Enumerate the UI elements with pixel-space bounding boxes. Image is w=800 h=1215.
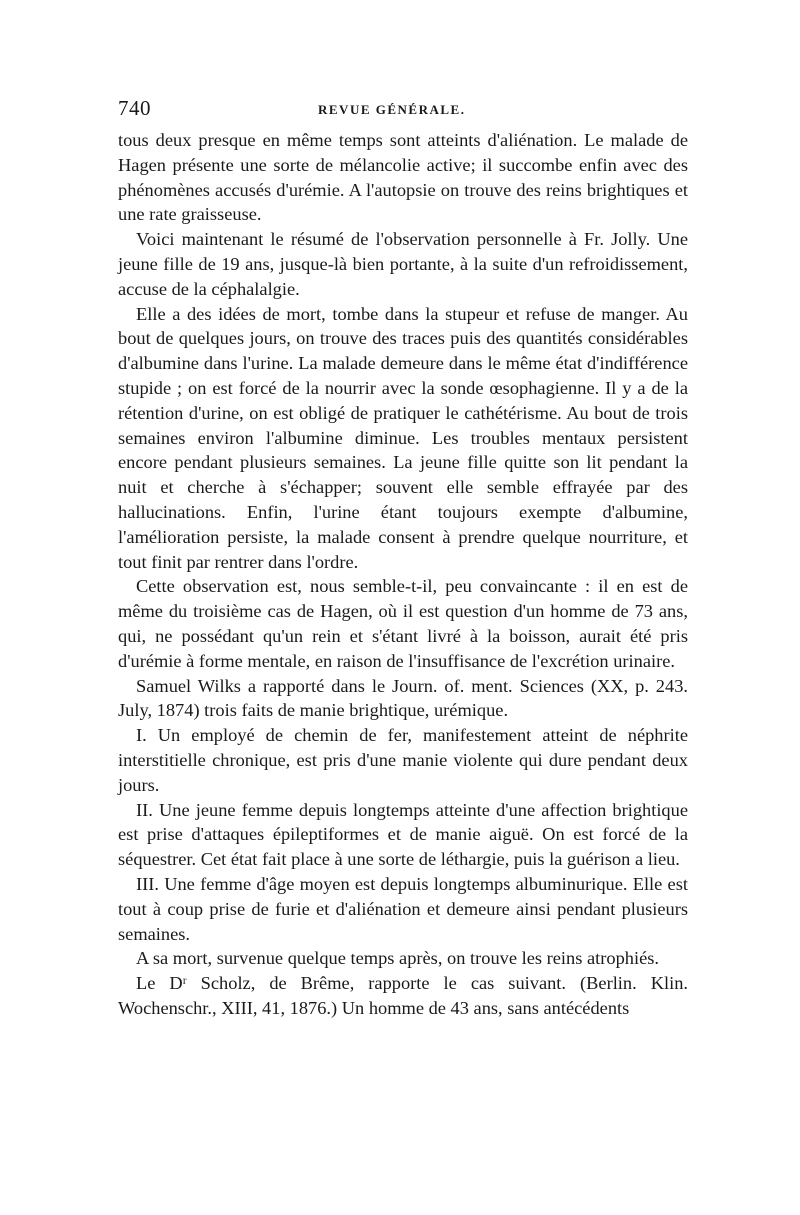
paragraph: Le Dʳ Scholz, de Brême, rapporte le cas suivant. (Berlin. Klin. Wochenschr., XIII, 41, 1876.) Un homme de 43 ans, sans antécédents [118,973,688,1018]
paragraph: A sa mort, survenue quelque temps après, on trouve les reins atrophiés. [136,948,659,969]
paragraph: II. Une jeune femme depuis longtemps atteinte d'une affection brightique est prise d'attaques épileptiformes et de manie aiguë. On est forcé de la séquestrer. Cet état fait place à une sorte de léthargie, puis la guérison a lieu. [118,799,688,870]
running-title: REVUE GÉNÉRALE. [318,102,466,117]
paragraph: Voici maintenant le résumé de l'observation personnelle à Fr. Jolly. Une jeune fille de 19 ans, jusque-là bien portante, à la suite d'un refroidissement, accuse de la céphalalgie. [118,229,688,299]
paragraph: Cette observation est, nous semble-t-il, peu convaincante : il en est de même du troisième cas de Hagen, où il est question d'un homme de 73 ans, qui, ne possédant qu'un rein et s'étant livré à la boisson, aurait été pris d'urémie à forme mentale, en raison de l'insuffisance de l'excrétion urinaire. [118,576,688,671]
body-text [118,128,688,1021]
paragraph: Samuel Wilks a rapporté dans le Journ. of. ment. Sciences (XX, p. 243. July, 1874) trois faits de manie brightique, urémique. [118,675,688,721]
page-number: 740 [118,96,151,120]
page-header [118,96,688,124]
paragraph: I. Un employé de chemin de fer, manifestement atteint de néphrite interstitielle chronique, est pris d'une manie violente qui dure pendant deux jours. [118,725,688,795]
paragraph: tous deux presque en même temps sont atteints d'aliénation. Le malade de Hagen présente une sorte de mélancolie active; il succombe enfin avec des phénomènes accusés d'urémie. A l'autopsie on trouve des reins brightiques et une rate graisseuse. [118,130,688,225]
paragraph: Elle a des idées de mort, tombe dans la stupeur et refuse de manger. Au bout de quelques jours, on trouve des traces puis des quantités considérables d'albumine dans l'urine. La malade demeure dans le même état d'indifférence stupide ; on est forcé de la nourrir avec la sonde œsophagienne. Il y a de la rétention d'urine, on est obligé de pratiquer le cathétérisme. Au bout de trois semaines environ l'albumine diminue. Les troubles mentaux persistent encore pendant plusieurs semaines. La jeune fille quitte son lit pendant la nuit et cherche à s'échapper; souvent elle semble effrayée par des hallucinations. Enfin, l'urine étant toujours exempte d'albumine, l'amélioration persiste, la malade consent à prendre quelque nourriture, et tout finit par rentrer dans l'ordre. [118,303,688,572]
paragraph: III. Une femme d'âge moyen est depuis longtemps albuminurique. Elle est tout à coup prise de furie et d'aliénation et demeure ainsi pendant plusieurs semaines. [118,873,688,944]
